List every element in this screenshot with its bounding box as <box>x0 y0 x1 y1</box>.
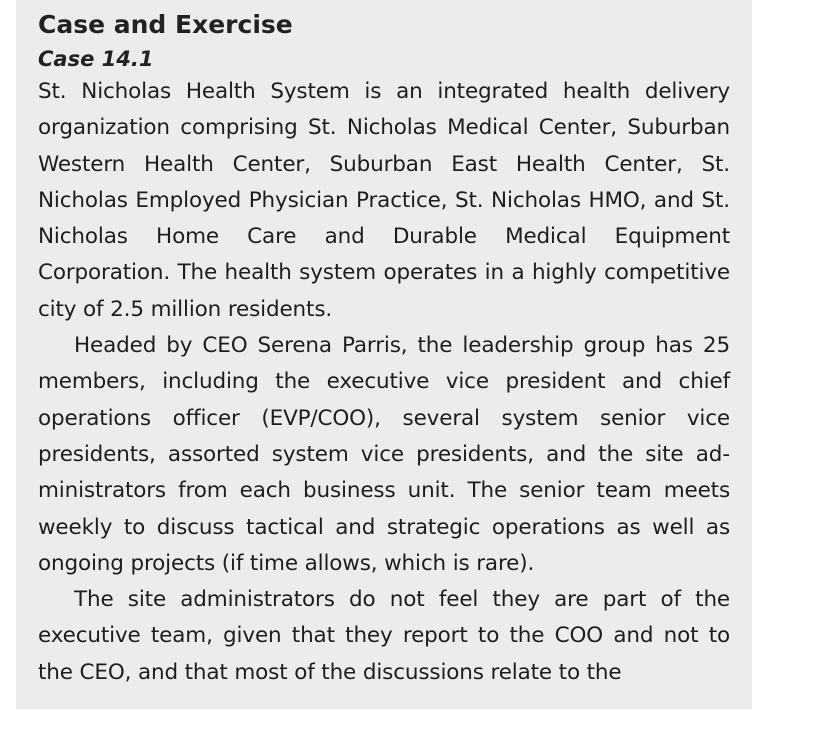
case-panel <box>16 0 752 709</box>
case-paragraph-3: The site administrators do not feel they are part of the executive team, given that they report to the COO and not to the CEO, and that most of the discussions relate to the <box>38 587 730 685</box>
section-heading: Case and Exercise <box>38 10 293 39</box>
case-label: Case 14.1 <box>38 47 154 71</box>
case-paragraph-2: Headed by CEO Serena Parris, the leadership group has 25 members, including the executive vice president and chief operations officer (EVP/COO), several system senior vice presidents, assorted system vice presidents, and the site administrators from each business unit. The senior team meets weekly to discuss tactical and strategic operations as well as ongoing projects (if time allows, which is rare). <box>38 333 730 576</box>
case-paragraph-1: St. Nicholas Health System is an integrated health delivery organization comprising St. Nicholas Medical Center, Suburban Western Health Center, Suburban East Health Center, St. Nicholas Employed Physician Practice, St. Nicholas HMO, and St. Nicholas Home Care and Durable Medical Equipment Corporation. The health system operates in a highly competitive city of 2.5 million residents. <box>38 79 730 322</box>
